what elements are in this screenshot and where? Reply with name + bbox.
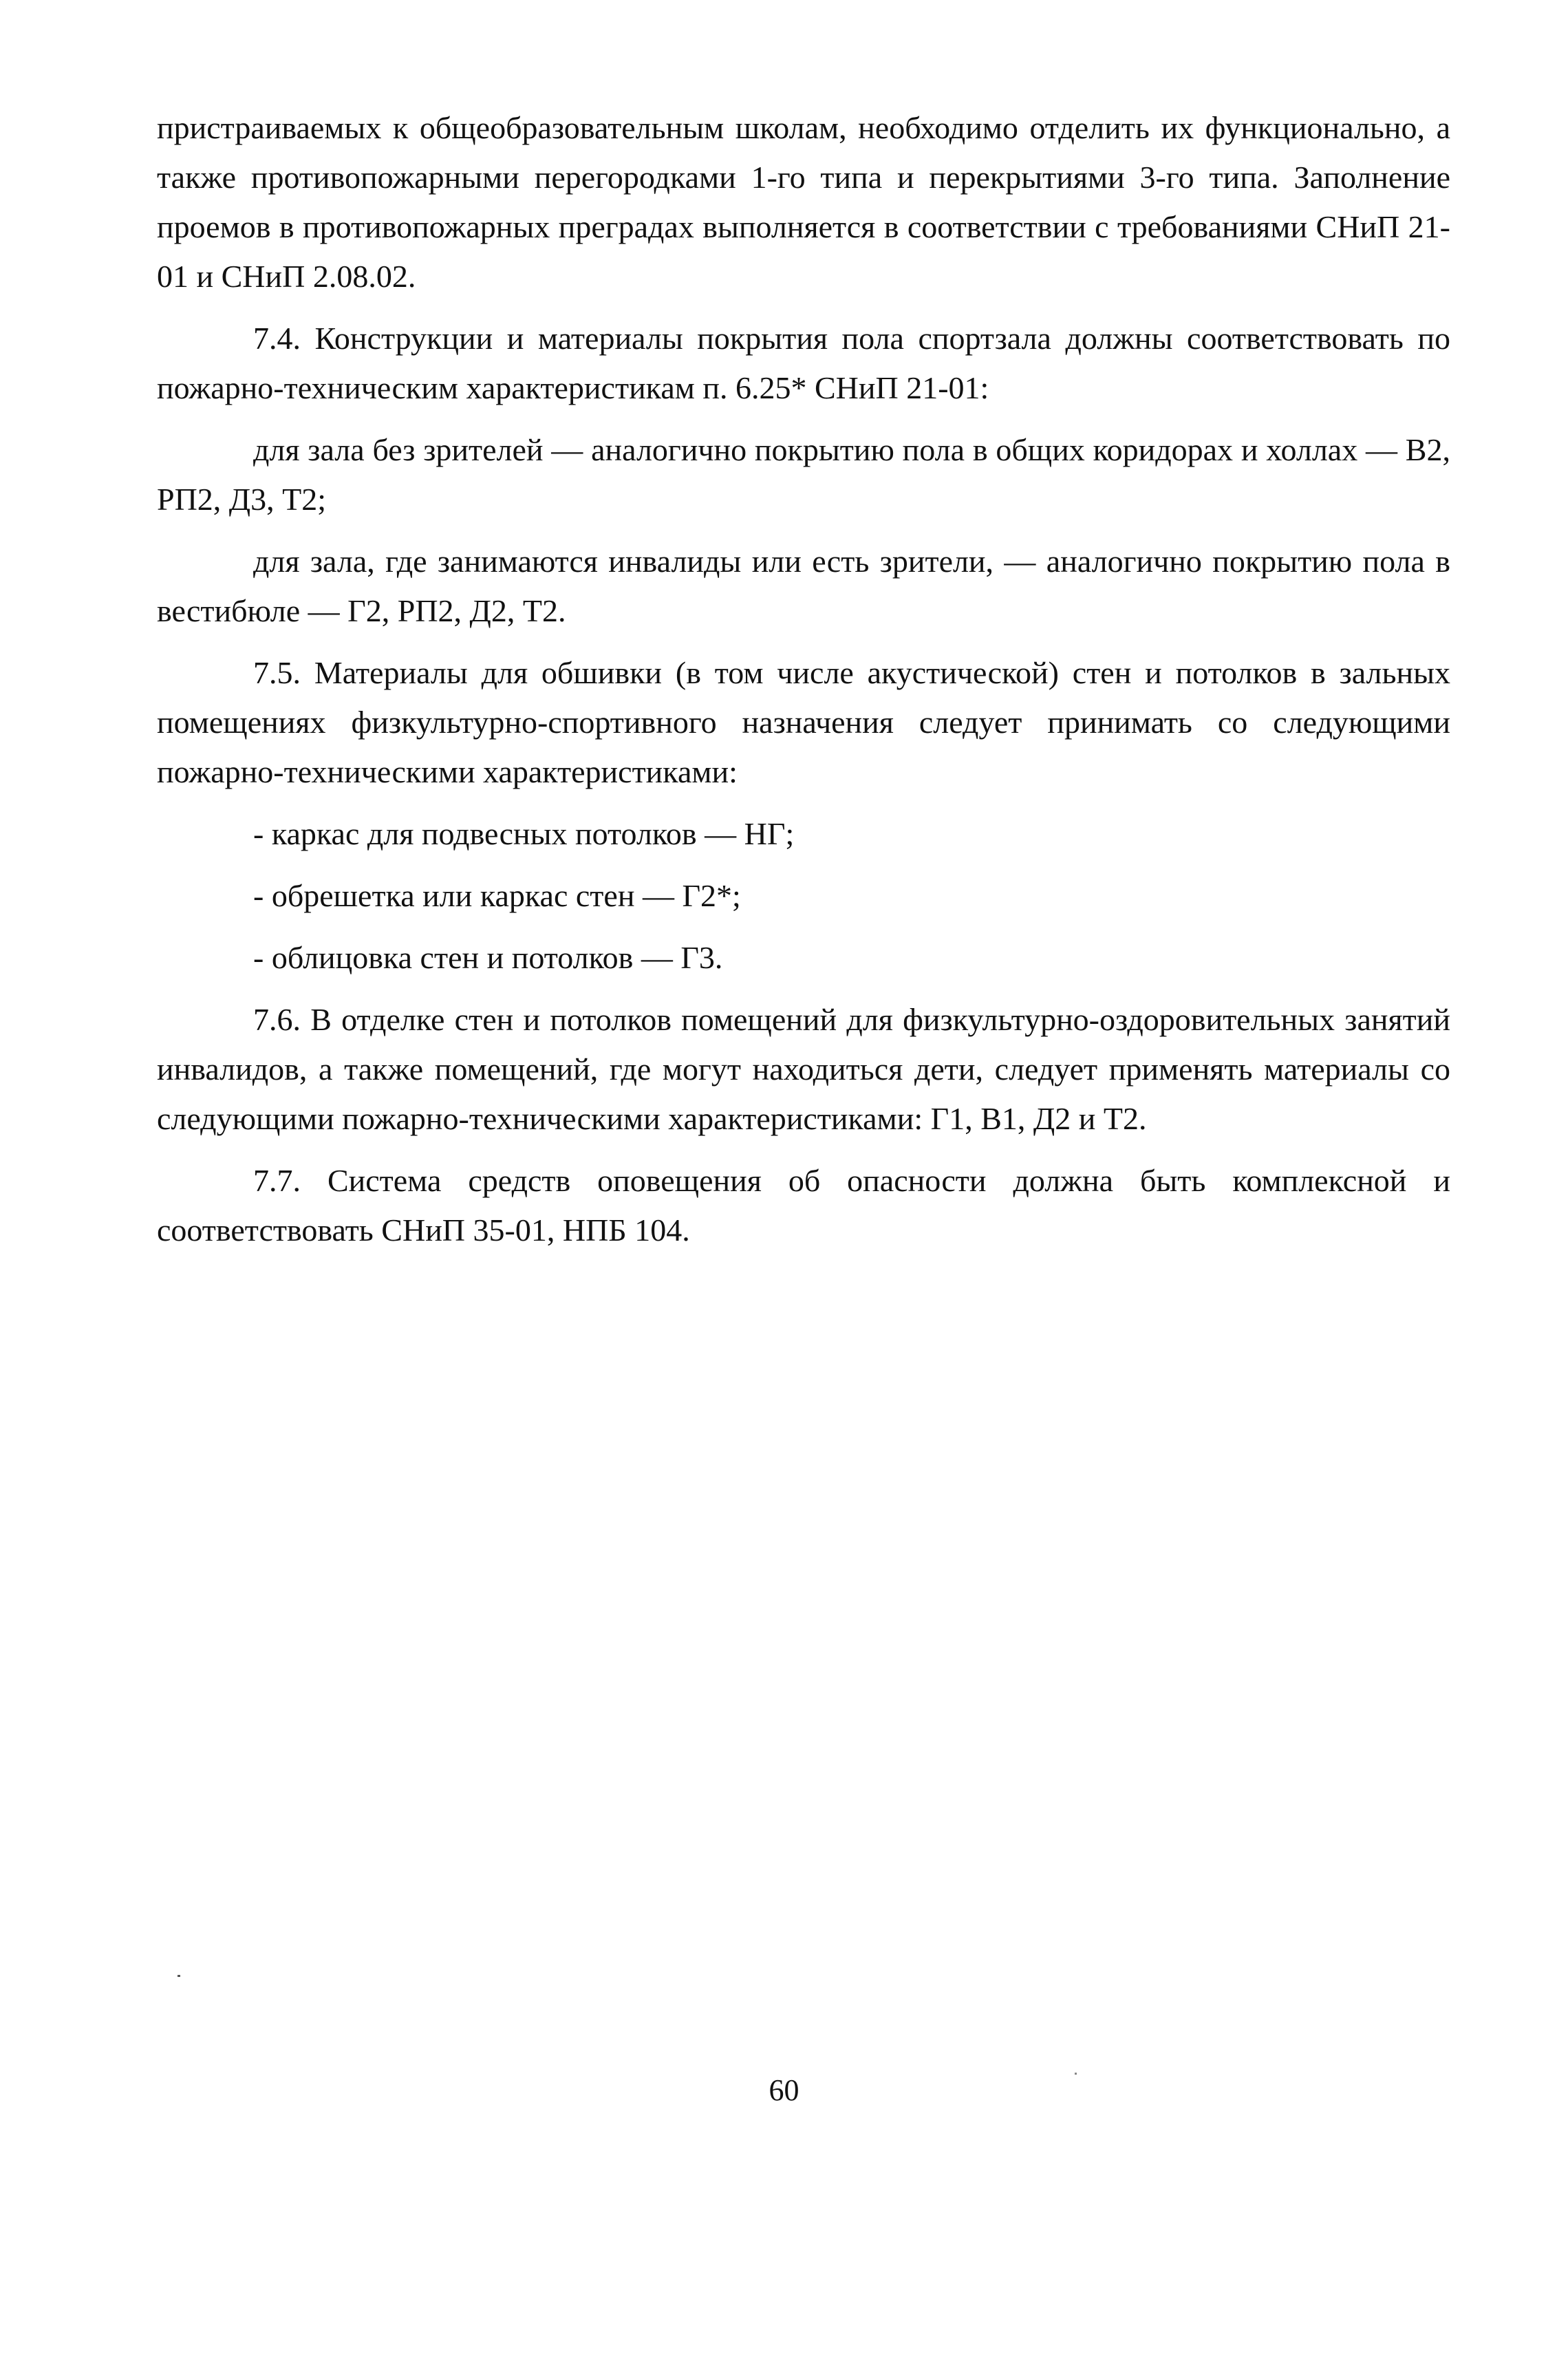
paragraph-hall-without-spectators: для зала без зрителей — аналогично покрытию пола в общих коридорах и холлах — В2, РП2, Д3, Т2; xyxy=(157,432,1450,517)
list-item-ceiling-frame: - каркас для подвесных потолков — НГ; xyxy=(253,816,795,851)
paragraph-7-6: 7.6. В отделке стен и потолков помещений для физкультурно-оздоровительных занятий инвалидов, а также помещений, где могут находиться дети, следует применять материалы со следующими пожарно-техническими характеристиками: Г1, В1, Д2 и Т2. xyxy=(157,1002,1450,1136)
document-body xyxy=(157,103,1450,1255)
page-number: 60 xyxy=(769,2073,799,2107)
paragraph-continuation: пристраиваемых к общеобразовательным школам, необходимо отделить их функционально, а также противопожарными перегородками 1-го типа и перекрытиями 3-го типа. Заполнение проемов в противопожарных преградах выполняется в соответствии с требованиями СНиП 21-01 и СНиП 2.08.02. xyxy=(157,110,1450,294)
list-item-wall-frame: - обрешетка или каркас стен — Г2*; xyxy=(253,878,741,913)
paragraph-7-7: 7.7. Система средств оповещения об опасности должна быть комплексной и соответствовать СНиП 35-01, НПБ 104. xyxy=(157,1163,1450,1248)
paragraph-hall-with-spectators: для зала, где занимаются инвалиды или есть зрители, — аналогично покрытию пола в вестибюле — Г2, РП2, Д2, Т2. xyxy=(157,544,1450,628)
scan-speck xyxy=(178,1975,180,1977)
paragraph-7-4: 7.4. Конструкции и материалы покрытия пола спортзала должны соответствовать по пожарно-техническим характеристикам п. 6.25* СНиП 21-01: xyxy=(157,321,1450,405)
paragraph-7-5: 7.5. Материалы для обшивки (в том числе акустической) стен и потолков в зальных помещениях физкультурно-спортивного назначения следует принимать со следующими пожарно-техническими характеристиками: xyxy=(157,655,1450,789)
list-item-cladding: - облицовка стен и потолков — Г3. xyxy=(253,940,723,975)
